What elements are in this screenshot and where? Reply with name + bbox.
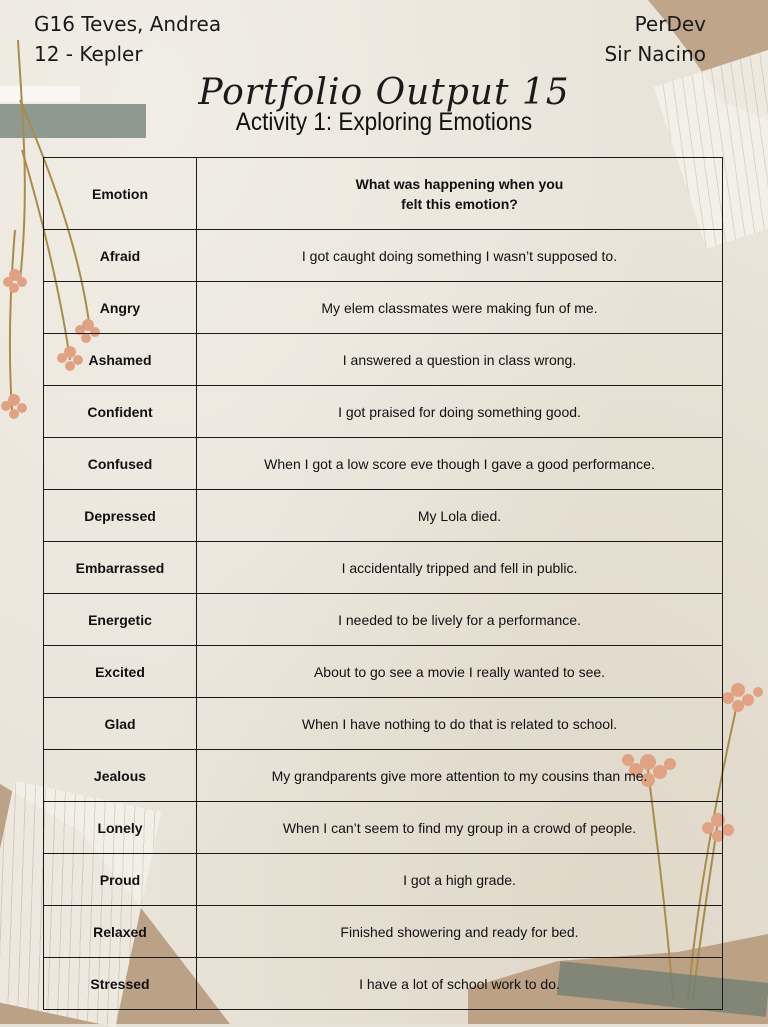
- emotion-cell: Lonely: [44, 802, 197, 854]
- situation-cell: About to go see a movie I really wanted to see.: [197, 646, 723, 698]
- column-header-situation: What was happening when you felt this emotion?: [197, 158, 723, 230]
- situation-cell: My Lola died.: [197, 490, 723, 542]
- emotion-cell: Angry: [44, 282, 197, 334]
- situation-cell: I needed to be lively for a performance.: [197, 594, 723, 646]
- table-row: [44, 386, 723, 438]
- emotion-cell: Ashamed: [44, 334, 197, 386]
- table-row: [44, 906, 723, 958]
- emotion-cell: Relaxed: [44, 906, 197, 958]
- situation-cell: When I can’t seem to find my group in a crowd of people.: [197, 802, 723, 854]
- table-row: [44, 334, 723, 386]
- situation-cell: My elem classmates were making fun of me.: [197, 282, 723, 334]
- student-name: G16 Teves, Andrea: [34, 12, 222, 36]
- emotion-cell: Depressed: [44, 490, 197, 542]
- table-row: [44, 698, 723, 750]
- activity-title: Activity 1: Exploring Emotions: [235, 108, 533, 136]
- table-row: [44, 594, 723, 646]
- table-row: [44, 802, 723, 854]
- situation-cell: I got caught doing something I wasn’t supposed to.: [197, 230, 723, 282]
- situation-cell: When I got a low score eve though I gave a good performance.: [197, 438, 723, 490]
- emotion-cell: Excited: [44, 646, 197, 698]
- emotion-cell: Stressed: [44, 958, 197, 1010]
- subject-name: PerDev: [634, 12, 706, 36]
- emotion-cell: Glad: [44, 698, 197, 750]
- situation-cell: I got praised for doing something good.: [197, 386, 723, 438]
- table-row: [44, 230, 723, 282]
- situation-cell: When I have nothing to do that is related to school.: [197, 698, 723, 750]
- situation-cell: I have a lot of school work to do.: [197, 958, 723, 1010]
- situation-cell: Finished showering and ready for bed.: [197, 906, 723, 958]
- situation-cell: I answered a question in class wrong.: [197, 334, 723, 386]
- student-section: 12 - Kepler: [34, 42, 143, 66]
- table-row: [44, 542, 723, 594]
- situation-cell: I accidentally tripped and fell in public.: [197, 542, 723, 594]
- emotion-cell: Confused: [44, 438, 197, 490]
- emotions-table: [43, 157, 723, 1010]
- column-header-emotion: Emotion: [44, 158, 197, 230]
- class-info: [604, 9, 706, 69]
- emotion-cell: Proud: [44, 854, 197, 906]
- emotion-cell: Energetic: [44, 594, 197, 646]
- table-row: [44, 854, 723, 906]
- portfolio-title: Portfolio Output 15: [198, 72, 570, 113]
- table-row: [44, 490, 723, 542]
- emotion-cell: Confident: [44, 386, 197, 438]
- table-header-row: [44, 158, 723, 230]
- table-row: [44, 282, 723, 334]
- situation-cell: I got a high grade.: [197, 854, 723, 906]
- emotion-cell: Jealous: [44, 750, 197, 802]
- teacher-name: Sir Nacino: [604, 42, 706, 66]
- table-row: [44, 750, 723, 802]
- table-row: [44, 438, 723, 490]
- table-row: [44, 958, 723, 1010]
- table-row: [44, 646, 723, 698]
- emotion-cell: Embarrassed: [44, 542, 197, 594]
- situation-cell: My grandparents give more attention to my cousins than me.: [197, 750, 723, 802]
- emotion-cell: Afraid: [44, 230, 197, 282]
- student-info: [34, 9, 221, 69]
